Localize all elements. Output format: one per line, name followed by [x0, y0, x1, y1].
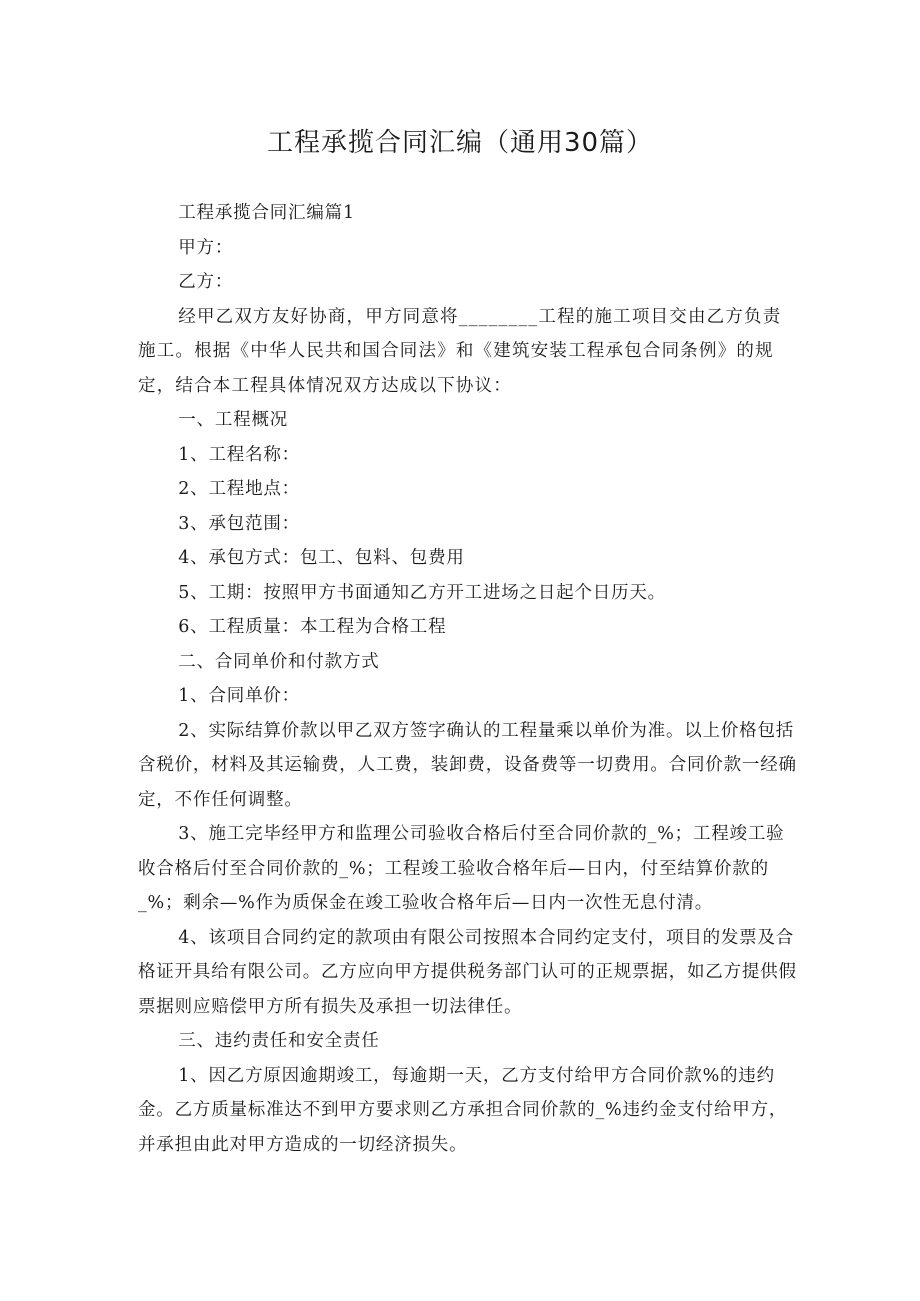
clause-item: 4、承包方式：包工、包料、包费用	[178, 548, 465, 568]
document-body	[138, 196, 798, 1162]
clause-paragraph: 4、该项目合同约定的款项由有限公司按照本合同约定支付，项目的发票及合格证开具给有限公司。乙方应向甲方提供税务部门认可的正规票据，如乙方提供假票据则应赔偿甲方所有损失及承担一切法律任。	[138, 927, 797, 1017]
clause-paragraph: 3、施工完毕经甲方和监理公司验收合格后付至合同价款的_%；工程竣工验收合格后付至合同价款的_%；工程竣工验收合格年后—日内，付至结算价款的_%；剩余—%作为质保金在竣工验收合格年后—日内一次性无息付清。	[138, 824, 785, 913]
clause-item: 6、工程质量：本工程为合格工程	[178, 617, 447, 637]
party-a-line: 甲方：	[178, 237, 234, 258]
clause-paragraph: 2、实际结算价款以甲乙双方签字确认的工程量乘以单价为准。以上价格包括含税价，材料及其运输费，人工费，装卸费，设备费等一切费用。合同价款一经确定，不作任何调整。	[138, 720, 797, 810]
clause-heading-2: 二、合同单价和付款方式	[178, 651, 380, 672]
clause-heading-3: 三、违约责任和安全责任	[178, 1031, 380, 1051]
party-b-line: 乙方：	[178, 272, 234, 292]
clause-item: 5、工期：按照甲方书面通知乙方开工进场之日起个日历天。	[178, 582, 666, 603]
document-title: 工程承揽合同汇编（通用30篇）	[266, 128, 654, 158]
section-heading: 工程承揽合同汇编篇1	[178, 203, 355, 223]
clause-heading-1: 一、工程概况	[178, 410, 289, 430]
clause-item: 1、工程名称：	[178, 444, 300, 465]
clause-paragraph: 1、因乙方原因逾期竣工，每逾期一天，乙方支付给甲方合同价款%的违约金。乙方质量标准达不到甲方要求则乙方承担合同价款的_%违约金支付给甲方，并承担由此对甲方造成的一切经济损失。	[138, 1065, 788, 1155]
intro-paragraph: 经甲乙双方友好协商，甲方同意将________工程的施工项目交由乙方负责施工。根据《中华人民共和国合同法》和《建筑安装工程承包合同条例》的规定，结合本工程具体情况双方达成以下协议：	[138, 306, 782, 396]
clause-item: 3、承包范围：	[178, 513, 300, 534]
clause-item: 2、工程地点：	[178, 479, 300, 499]
clause-item: 1、合同单价：	[178, 686, 300, 706]
